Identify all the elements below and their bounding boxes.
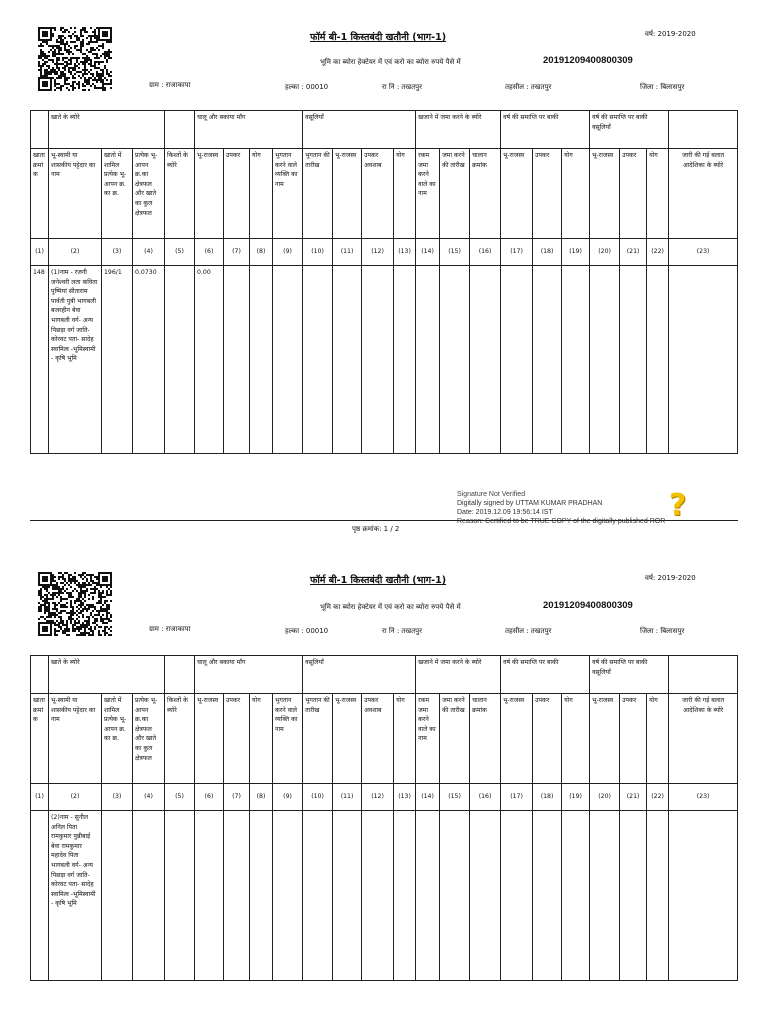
year-label: वर्ष: 2019-2020 <box>645 30 696 38</box>
group-header: खजाने में जमा करने के ब्योरे <box>416 111 501 149</box>
column-header: खाता क्रमांक <box>31 149 49 239</box>
column-number: (17) <box>501 784 533 811</box>
column-header: किश्तों के ब्योरे <box>165 694 195 784</box>
tehsil-label: तहसील : तखतपुर <box>505 83 552 91</box>
column-number: (4) <box>133 784 165 811</box>
column-number: (11) <box>333 784 362 811</box>
rani-label: रा नि : तखतपुर <box>382 627 422 635</box>
table-cell <box>333 266 362 454</box>
page-number: पृष्ठ क्रमांक: 1 / 2 <box>352 525 400 533</box>
table-cell: 148 <box>31 266 49 454</box>
column-header: भू-राजस्व <box>501 149 533 239</box>
table-cell <box>362 266 394 454</box>
table-cell <box>165 266 195 454</box>
column-header: योग <box>250 694 273 784</box>
column-header: भू-राजस्व <box>501 694 533 784</box>
column-header: भुगतान करने वाले व्यक्ति का नाम <box>273 694 303 784</box>
column-number: (3) <box>102 239 133 266</box>
group-header: खाते के ब्योरे <box>49 111 165 149</box>
group-header: वसूलियाँ <box>303 111 416 149</box>
column-header: योग <box>562 694 590 784</box>
column-header: भू-राजस्व <box>333 694 362 784</box>
column-number: (13) <box>394 784 416 811</box>
column-header: योग <box>562 149 590 239</box>
column-number: (14) <box>416 784 440 811</box>
column-header: उपकर <box>620 694 647 784</box>
column-header: योग <box>647 694 669 784</box>
table-cell <box>533 811 562 981</box>
group-header <box>165 111 195 149</box>
column-header: भू-राजस्व <box>590 694 620 784</box>
column-number: (7) <box>224 239 250 266</box>
column-header: उपकर अवशाब <box>362 694 394 784</box>
group-header: खाते के ब्योरे <box>49 656 165 694</box>
table-cell: 196/1 <box>102 266 133 454</box>
column-number: (1) <box>31 239 49 266</box>
column-number: (15) <box>440 784 470 811</box>
group-header: वर्ष की समाप्ति पर बाकी वसूलियाँ <box>590 656 669 694</box>
column-header: खाता क्रमांक <box>31 694 49 784</box>
table-cell <box>394 266 416 454</box>
column-number: (3) <box>102 784 133 811</box>
column-number: (22) <box>647 784 669 811</box>
column-header: योग <box>647 149 669 239</box>
column-number: (2) <box>49 784 102 811</box>
table-cell <box>333 811 362 981</box>
table-cell <box>470 811 501 981</box>
qr-code-icon <box>38 27 112 91</box>
table-cell <box>273 811 303 981</box>
column-number: (16) <box>470 239 501 266</box>
signature-signer: Digitally signed by UTTAM KUMAR PRADHAN <box>457 500 603 508</box>
column-header: उपकर <box>224 149 250 239</box>
table-cell <box>133 811 165 981</box>
column-header: प्रत्येक भू-आपन क्र.का क्षेत्रफल और खाते का कुल क्षेत्रफल <box>133 149 165 239</box>
table-cell <box>394 811 416 981</box>
table-cell <box>362 811 394 981</box>
table-cell <box>31 811 49 981</box>
qr-code-icon <box>38 572 112 636</box>
table-cell <box>620 811 647 981</box>
group-header <box>669 111 738 149</box>
table-cell <box>224 266 250 454</box>
column-header: भू-राजस्व <box>333 149 362 239</box>
subtitle: भूमि का ब्योरा हेक्टेयर में एवं करो का ब्योरा रुपये पैसे में <box>320 58 461 66</box>
page-two <box>0 563 768 1024</box>
district-label: जिला : बिलासपुर <box>640 83 685 91</box>
owner-name-cell: (2)नाम - सुनील अनिल पिता रामकुमार पुन्नीबाई बेवा रामकुमार महादेव पिता भागबली वर्ग- अन्य पिछड़ा वर्ग जाति- ⁦कोरवट⁩ पता- सादेह स्वामित्व -भूमिस्वामी - कृषि भूमि <box>49 811 102 981</box>
column-header: जारी की गई बलात आदेशिका के ब्योरे <box>669 149 738 239</box>
doc-number: 20191209400800309 <box>543 600 633 611</box>
halka-label: हल्का : 00010 <box>285 83 329 91</box>
group-header: वर्ष की समाप्ति पर बाकी <box>501 656 590 694</box>
signature-date: Date: 2019.12.09 19:56:14 IST <box>457 509 553 517</box>
column-header: भू-राजस्व <box>195 694 224 784</box>
khatauni-table <box>30 655 738 981</box>
table-cell <box>165 811 195 981</box>
table-cell <box>669 811 738 981</box>
table-cell <box>501 266 533 454</box>
column-number: (8) <box>250 784 273 811</box>
halka-label: हल्का : 00010 <box>285 627 329 635</box>
column-header: भुगतान की तारीख <box>303 694 333 784</box>
village-label: ग्राम : राजाकापा <box>149 625 191 633</box>
group-header: वर्ष की समाप्ति पर बाकी वसूलियाँ <box>590 111 669 149</box>
column-number: (10) <box>303 239 333 266</box>
column-number: (5) <box>165 784 195 811</box>
column-header: खातो में शामिल प्रत्येक भू-आपन क्र. का क्र. <box>102 694 133 784</box>
column-header: भुगतान की तारीख <box>303 149 333 239</box>
column-number: (7) <box>224 784 250 811</box>
column-number: (4) <box>133 239 165 266</box>
column-header: भू-राजस्व <box>195 149 224 239</box>
village-label: ग्राम : राजाकापा <box>149 81 191 89</box>
column-number: (12) <box>362 239 394 266</box>
table-cell <box>440 811 470 981</box>
column-number: (15) <box>440 239 470 266</box>
signature-reason: Reason: Certified to be TRUE COPY of the digitally published ROR <box>457 518 666 526</box>
column-number: (14) <box>416 239 440 266</box>
table-cell <box>440 266 470 454</box>
column-number: (18) <box>533 239 562 266</box>
column-header: उपकर <box>533 149 562 239</box>
column-number: (10) <box>303 784 333 811</box>
table-cell <box>470 266 501 454</box>
table-cell <box>590 811 620 981</box>
year-label: वर्ष: 2019-2020 <box>645 574 696 582</box>
column-header: योग <box>394 694 416 784</box>
column-header: भुगतान करने वाले व्यक्ति का नाम <box>273 149 303 239</box>
group-header <box>165 656 195 694</box>
column-number: (22) <box>647 239 669 266</box>
district-label: जिला : बिलासपुर <box>640 627 685 635</box>
column-header: रकम जमा करने वाले का नाम <box>416 694 440 784</box>
column-number: (1) <box>31 784 49 811</box>
page-divider <box>30 520 738 521</box>
signature-status: Signature Not Verified <box>457 491 526 498</box>
column-header: उपकर अवशाब <box>362 149 394 239</box>
tehsil-label: तहसील : तखतपुर <box>505 627 552 635</box>
table-cell <box>224 811 250 981</box>
column-header: भू-स्वामी या शासकीय पट्टेदार का नाम <box>49 694 102 784</box>
table-cell <box>195 811 224 981</box>
table-cell: 0.0730 <box>133 266 165 454</box>
owner-name-cell: (1)नाम - रजनी जनेश्वरी लता कविता पुष्पियां सीताराम पार्वती पुत्री भागबली बजरहीन बेवा भागबली वर्ग- अन्य पिछड़ा वर्ग जाति- ⁦कोरवट⁩ पता- सादेह स्वामित्व -भूमिस्वामी - कृषि भूमि <box>49 266 102 454</box>
table-cell <box>669 266 738 454</box>
doc-number: 20191209400800309 <box>543 55 633 66</box>
column-number: (11) <box>333 239 362 266</box>
column-number: (21) <box>620 239 647 266</box>
column-header: चालान क्रमांक <box>470 149 501 239</box>
group-header: चालू और बकाया माँग <box>195 656 303 694</box>
table-cell <box>416 266 440 454</box>
table-cell <box>303 266 333 454</box>
table-cell <box>533 266 562 454</box>
column-number: (9) <box>273 239 303 266</box>
column-number: (20) <box>590 784 620 811</box>
khatauni-table <box>30 110 738 454</box>
column-number: (20) <box>590 239 620 266</box>
table-cell <box>647 811 669 981</box>
column-number: (21) <box>620 784 647 811</box>
column-header: खातो में शामिल प्रत्येक भू-आपन क्र. का क्र. <box>102 149 133 239</box>
column-number: (12) <box>362 784 394 811</box>
form-title: फॉर्म बी-1 किस्तबंदी खतौनी (भाग-1) <box>310 32 447 43</box>
column-header: किश्तों के ब्योरे <box>165 149 195 239</box>
table-cell <box>416 811 440 981</box>
table-cell <box>250 266 273 454</box>
column-header: जारी की गई बलात आदेशिका के ब्योरे <box>669 694 738 784</box>
column-header: भू-राजस्व <box>590 149 620 239</box>
column-header: भू-स्वामी या शासकीय पट्टेदार का नाम <box>49 149 102 239</box>
column-header: योग <box>250 149 273 239</box>
column-header: प्रत्येक भू-आपन क्र.का क्षेत्रफल और खाते का कुल क्षेत्रफल <box>133 694 165 784</box>
column-number: (23) <box>669 239 738 266</box>
group-header: चालू और बकाया माँग <box>195 111 303 149</box>
table-cell: 0.00 <box>195 266 224 454</box>
column-header: चालान क्रमांक <box>470 694 501 784</box>
column-number: (6) <box>195 239 224 266</box>
column-header: उपकर <box>224 694 250 784</box>
column-header: रकम जमा करने वाले का नाम <box>416 149 440 239</box>
column-header: जमा करने की तारीख <box>440 694 470 784</box>
column-number: (18) <box>533 784 562 811</box>
column-number: (19) <box>562 784 590 811</box>
column-number: (6) <box>195 784 224 811</box>
table-cell <box>647 266 669 454</box>
table-cell <box>590 266 620 454</box>
table-cell <box>620 266 647 454</box>
column-number: (13) <box>394 239 416 266</box>
group-header <box>669 656 738 694</box>
table-cell <box>562 811 590 981</box>
table-cell <box>501 811 533 981</box>
subtitle: भूमि का ब्योरा हेक्टेयर में एवं करो का ब्योरा रुपये पैसे में <box>320 603 461 611</box>
table-cell <box>102 811 133 981</box>
table-cell <box>273 266 303 454</box>
group-header: वसूलियाँ <box>303 656 416 694</box>
table-cell <box>250 811 273 981</box>
rani-label: रा नि : तखतपुर <box>382 83 422 91</box>
question-mark-icon[interactable]: ? <box>669 488 687 523</box>
column-header: योग <box>394 149 416 239</box>
column-number: (19) <box>562 239 590 266</box>
table-cell <box>562 266 590 454</box>
column-header: उपकर <box>533 694 562 784</box>
column-number: (9) <box>273 784 303 811</box>
form-title: फॉर्म बी-1 किस्तबंदी खतौनी (भाग-1) <box>310 575 447 586</box>
column-number: (17) <box>501 239 533 266</box>
column-number: (2) <box>49 239 102 266</box>
column-header: जमा करने की तारीख <box>440 149 470 239</box>
column-number: (8) <box>250 239 273 266</box>
column-header: उपकर <box>620 149 647 239</box>
column-number: (23) <box>669 784 738 811</box>
group-header: खजाने में जमा करने के ब्योरे <box>416 656 501 694</box>
column-number: (16) <box>470 784 501 811</box>
table-cell <box>303 811 333 981</box>
column-number: (5) <box>165 239 195 266</box>
group-header: वर्ष की समाप्ति पर बाकी <box>501 111 590 149</box>
